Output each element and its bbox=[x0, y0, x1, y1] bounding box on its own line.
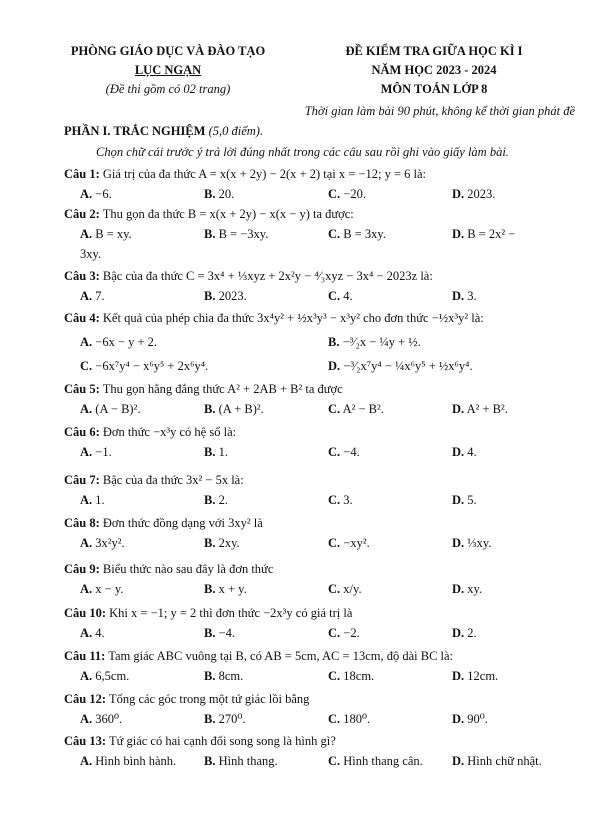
option-letter: D. bbox=[328, 359, 341, 373]
option-letter: A. bbox=[80, 712, 93, 726]
question-label: Câu 9: bbox=[64, 562, 100, 576]
instruction: Chọn chữ cái trước ý trả lời đúng nhất trong các câu sau rồi ghi vào giấy làm bài. bbox=[96, 145, 509, 159]
option-letter: B. bbox=[204, 493, 216, 507]
question-text bbox=[64, 513, 574, 533]
option-text: B = −3xy. bbox=[218, 227, 269, 241]
question-label: Câu 1: bbox=[64, 167, 100, 181]
question-stem: Bậc của đa thức 3x² − 5x là: bbox=[102, 473, 244, 487]
question bbox=[64, 308, 574, 376]
answer-row bbox=[64, 579, 574, 599]
question-list bbox=[64, 164, 574, 771]
answer-option bbox=[80, 184, 204, 204]
question bbox=[64, 559, 574, 599]
question-stem: Thu gọn hằng đẳng thức A² + 2AB + B² ta được bbox=[102, 382, 343, 396]
answer-option bbox=[80, 332, 328, 352]
question bbox=[64, 266, 574, 306]
answer-option bbox=[328, 442, 452, 462]
district-name: LỤC NGẠN bbox=[134, 63, 202, 77]
answer-option bbox=[328, 579, 452, 599]
answer-option bbox=[80, 666, 204, 686]
question-label: Câu 12: bbox=[64, 692, 107, 706]
question-text bbox=[64, 308, 574, 328]
answer-option bbox=[328, 332, 574, 352]
answer-option bbox=[204, 623, 328, 643]
option-text: 6,5cm. bbox=[95, 669, 130, 683]
option-text: 2. bbox=[218, 493, 228, 507]
option-text: −6x⁷y⁴ − x⁶y⁵ + 2x⁶y⁴. bbox=[95, 359, 209, 373]
option-text: 3. bbox=[467, 289, 477, 303]
question-stem: Khi x = −1; y = 2 thì đơn thức −2x³y có giá trị là bbox=[109, 606, 353, 620]
option-letter: B. bbox=[204, 582, 216, 596]
question-label: Câu 3: bbox=[64, 269, 100, 283]
answer-option bbox=[80, 356, 328, 376]
option-text: −1. bbox=[95, 445, 112, 459]
option-letter: B. bbox=[204, 712, 216, 726]
question-label: Câu 13: bbox=[64, 734, 107, 748]
option-letter: A. bbox=[80, 582, 93, 596]
answer-option bbox=[204, 442, 328, 462]
answer-option bbox=[452, 579, 574, 599]
option-letter: D. bbox=[452, 227, 465, 241]
question bbox=[64, 689, 574, 729]
option-letter: D. bbox=[452, 187, 465, 201]
option-text: 20. bbox=[218, 187, 235, 201]
answer-row bbox=[64, 399, 574, 419]
option-text: x − y. bbox=[95, 582, 124, 596]
question bbox=[64, 204, 574, 264]
question bbox=[64, 164, 574, 204]
answer-option bbox=[328, 224, 452, 244]
answer-option bbox=[328, 399, 452, 419]
answer-option bbox=[80, 399, 204, 419]
department-name: PHÒNG GIÁO DỤC VÀ ĐÀO TẠO bbox=[70, 44, 266, 58]
option-text: 18cm. bbox=[343, 669, 375, 683]
option-letter: A. bbox=[80, 335, 93, 349]
question bbox=[64, 731, 574, 771]
answer-option bbox=[452, 533, 574, 553]
option-text: −xy². bbox=[343, 536, 370, 550]
option-text: 1. bbox=[218, 445, 228, 459]
option-text: xy. bbox=[467, 582, 483, 596]
option-letter: C. bbox=[328, 445, 341, 459]
answer-option bbox=[204, 184, 328, 204]
answer-row bbox=[64, 442, 574, 462]
question bbox=[64, 603, 574, 643]
option-text: 2. bbox=[467, 626, 477, 640]
option-text: 270⁰. bbox=[218, 712, 246, 726]
time-note: Thời gian làm bài 90 phút, không kể thời gian phát đề bbox=[304, 104, 575, 118]
option-letter: C. bbox=[328, 754, 341, 768]
question-label: Câu 4: bbox=[64, 311, 100, 325]
answer-option bbox=[204, 751, 328, 771]
question-stem: Thu gọn đa thức B = x(x + 2y) − x(x − y) ta được: bbox=[102, 207, 354, 221]
answer-option bbox=[204, 579, 328, 599]
question-text bbox=[64, 646, 574, 666]
option-letter: D. bbox=[452, 289, 465, 303]
question-text bbox=[64, 470, 574, 490]
option-letter: D. bbox=[452, 712, 465, 726]
answer-option bbox=[328, 751, 452, 771]
option-text: (A + B)². bbox=[218, 402, 264, 416]
option-letter: D. bbox=[452, 536, 465, 550]
option-letter: B. bbox=[204, 669, 216, 683]
option-text: x/y. bbox=[343, 582, 362, 596]
option-text: 3x²y². bbox=[95, 536, 125, 550]
question-label: Câu 2: bbox=[64, 207, 100, 221]
option-letter: C. bbox=[328, 402, 341, 416]
answer-option bbox=[80, 442, 204, 462]
answer-option bbox=[328, 356, 574, 376]
option-letter: D. bbox=[452, 626, 465, 640]
option-text: 4. bbox=[343, 289, 353, 303]
answer-row bbox=[64, 356, 574, 376]
question-label: Câu 8: bbox=[64, 516, 100, 530]
answer-option bbox=[80, 751, 204, 771]
option-text: 2023. bbox=[218, 289, 247, 303]
option-letter: B. bbox=[204, 445, 216, 459]
option-text: Hình thang. bbox=[218, 754, 278, 768]
header-right bbox=[310, 42, 558, 99]
option-letter: C. bbox=[328, 669, 341, 683]
question bbox=[64, 379, 574, 419]
question bbox=[64, 646, 574, 686]
option-letter: A. bbox=[80, 402, 93, 416]
option-text: 1. bbox=[95, 493, 105, 507]
option-letter: B. bbox=[204, 227, 216, 241]
option-text: A² − B². bbox=[342, 402, 384, 416]
answer-option bbox=[328, 709, 452, 729]
part-title: PHẦN I. TRẮC NGHIỆM (5,0 điểm). bbox=[64, 124, 264, 138]
option-text: −20. bbox=[343, 187, 366, 201]
option-letter: C. bbox=[328, 493, 341, 507]
question-stem: Bậc của đa thức C = 3x⁴ + ⅓xyz + 2x²y − ⁴⁄₃xyz − 3x⁴ − 2023z là: bbox=[102, 269, 433, 283]
option-letter: C. bbox=[328, 227, 341, 241]
option-letter: B. bbox=[204, 402, 216, 416]
answer-option bbox=[204, 286, 328, 306]
option-letter: B. bbox=[328, 335, 340, 349]
option-text: −2. bbox=[343, 626, 360, 640]
answer-option bbox=[80, 579, 204, 599]
option-text: 4. bbox=[467, 445, 477, 459]
answer-option bbox=[204, 224, 328, 244]
page-count-note: (Đề thi gồm có 02 trang) bbox=[105, 82, 231, 96]
question-text bbox=[64, 266, 574, 286]
option-text: ⅓xy. bbox=[467, 536, 492, 550]
answer-option bbox=[80, 224, 204, 244]
answer-option bbox=[80, 533, 204, 553]
option-letter: C. bbox=[328, 289, 341, 303]
option-letter: B. bbox=[204, 187, 216, 201]
option-letter: A. bbox=[80, 536, 93, 550]
question-stem: Đơn thức −x³y có hệ số là: bbox=[102, 425, 237, 439]
question-stem: Tứ giác có hai cạnh đối song song là hình gì? bbox=[108, 734, 336, 748]
question-stem: Giá trị của đa thức A = x(x + 2y) − 2(x + 2) tại x = −12; y = 6 là: bbox=[102, 167, 426, 181]
option-text: 180⁰. bbox=[343, 712, 371, 726]
answer-option bbox=[80, 286, 204, 306]
answer-option bbox=[328, 490, 452, 510]
question-stem: Tổng các góc trong một tứ giác lồi bằng bbox=[108, 692, 310, 706]
question-text bbox=[64, 559, 574, 579]
school-year: NĂM HỌC 2023 - 2024 bbox=[371, 63, 497, 77]
option-letter: C. bbox=[328, 626, 341, 640]
option-letter: A. bbox=[80, 626, 93, 640]
question-text bbox=[64, 422, 574, 442]
option-letter: A. bbox=[80, 187, 93, 201]
answer-option bbox=[328, 666, 452, 686]
answer-option bbox=[452, 224, 574, 244]
option-text: B = 3xy. bbox=[343, 227, 386, 241]
option-letter: C. bbox=[80, 359, 93, 373]
question-stem: Tam giác ABC vuông tại B, có AB = 5cm, AC = 13cm, độ dài BC là: bbox=[108, 649, 454, 663]
answer-option bbox=[328, 184, 452, 204]
question bbox=[64, 422, 574, 462]
option-text: 2023. bbox=[467, 187, 496, 201]
option-letter: D. bbox=[452, 402, 465, 416]
option-letter: B. bbox=[204, 289, 216, 303]
answer-option bbox=[452, 666, 574, 686]
option-letter: D. bbox=[452, 582, 465, 596]
question-label: Câu 7: bbox=[64, 473, 100, 487]
option-text: 4. bbox=[95, 626, 105, 640]
question-text bbox=[64, 379, 574, 399]
question-text bbox=[64, 603, 574, 623]
question-stem: Đơn thức đồng dạng với 3xy² là bbox=[102, 516, 263, 530]
answer-option bbox=[328, 286, 452, 306]
option-text: 12cm. bbox=[467, 669, 499, 683]
option-text: −³⁄₂x⁷y⁴ − ¼x⁶y⁵ + ½x⁶y⁴. bbox=[343, 359, 473, 373]
option-letter: C. bbox=[328, 536, 341, 550]
option-text: 5. bbox=[467, 493, 477, 507]
option-text: −6. bbox=[95, 187, 112, 201]
option-text: 90⁰. bbox=[467, 712, 488, 726]
option-text: Hình bình hành. bbox=[95, 754, 177, 768]
question-text bbox=[64, 689, 574, 709]
option-text: 2xy. bbox=[218, 536, 240, 550]
answer-row bbox=[64, 224, 574, 244]
question-text bbox=[64, 731, 574, 751]
option-text: B = 2x² − bbox=[467, 227, 516, 241]
answer-row bbox=[64, 533, 574, 553]
option-text: 360⁰. bbox=[95, 712, 123, 726]
option-text: x + y. bbox=[218, 582, 247, 596]
option-text: −4. bbox=[343, 445, 360, 459]
answer-option bbox=[452, 286, 574, 306]
question-text bbox=[64, 164, 574, 184]
option-text: 8cm. bbox=[218, 669, 244, 683]
question-label: Câu 10: bbox=[64, 606, 107, 620]
option-text: −³⁄₂x − ¼y + ½. bbox=[342, 335, 421, 349]
subject: MÔN TOÁN LỚP 8 bbox=[380, 82, 488, 96]
question bbox=[64, 513, 574, 553]
answer-option bbox=[452, 709, 574, 729]
option-text: (A − B)². bbox=[95, 402, 141, 416]
question-label: Câu 5: bbox=[64, 382, 100, 396]
question-label: Câu 11: bbox=[64, 649, 106, 663]
question bbox=[64, 470, 574, 510]
option-letter: D. bbox=[452, 493, 465, 507]
option-letter: C. bbox=[328, 187, 341, 201]
answer-option bbox=[452, 442, 574, 462]
option-text: −6x − y + 2. bbox=[95, 335, 158, 349]
answer-option bbox=[204, 533, 328, 553]
answer-row bbox=[64, 751, 574, 771]
answer-continuation: 3xy. bbox=[80, 247, 102, 261]
question-stem: Biểu thức nào sau đây là đơn thức bbox=[102, 562, 274, 576]
question-text bbox=[64, 204, 574, 224]
option-letter: B. bbox=[204, 754, 216, 768]
option-text: 3. bbox=[343, 493, 353, 507]
answer-option bbox=[452, 490, 574, 510]
option-text: B = xy. bbox=[95, 227, 132, 241]
answer-row bbox=[64, 286, 574, 306]
option-letter: C. bbox=[328, 712, 341, 726]
answer-option bbox=[80, 623, 204, 643]
option-letter: C. bbox=[328, 582, 341, 596]
answer-row bbox=[64, 709, 574, 729]
answer-option bbox=[452, 751, 574, 771]
answer-option bbox=[204, 666, 328, 686]
option-text: Hình chữ nhật. bbox=[467, 754, 542, 768]
answer-option bbox=[204, 399, 328, 419]
option-letter: D. bbox=[452, 669, 465, 683]
answer-option bbox=[452, 399, 574, 419]
answer-option bbox=[80, 709, 204, 729]
option-text: 7. bbox=[95, 289, 105, 303]
option-letter: A. bbox=[80, 669, 93, 683]
answer-row bbox=[64, 332, 574, 352]
option-letter: A. bbox=[80, 289, 93, 303]
header-left bbox=[48, 42, 288, 99]
option-text: Hình thang cân. bbox=[343, 754, 423, 768]
answer-option bbox=[328, 623, 452, 643]
answer-row bbox=[64, 666, 574, 686]
answer-option bbox=[452, 184, 574, 204]
exam-title: ĐỀ KIỂM TRA GIỮA HỌC KÌ I bbox=[345, 44, 523, 58]
answer-row bbox=[64, 490, 574, 510]
option-letter: B. bbox=[204, 626, 216, 640]
option-letter: D. bbox=[452, 754, 465, 768]
option-letter: D. bbox=[452, 445, 465, 459]
answer-row bbox=[64, 184, 574, 204]
option-letter: A. bbox=[80, 445, 93, 459]
answer-row bbox=[64, 623, 574, 643]
option-text: −4. bbox=[218, 626, 236, 640]
option-text: A² + B². bbox=[466, 402, 508, 416]
option-letter: A. bbox=[80, 754, 93, 768]
answer-option bbox=[452, 623, 574, 643]
answer-option bbox=[80, 490, 204, 510]
answer-option bbox=[204, 709, 328, 729]
option-letter: A. bbox=[80, 227, 93, 241]
option-letter: A. bbox=[80, 493, 93, 507]
answer-option bbox=[328, 533, 452, 553]
answer-option bbox=[204, 490, 328, 510]
option-letter: B. bbox=[204, 536, 216, 550]
question-stem: Kết quả của phép chia đa thức 3x⁴y² + ½x³y³ − x³y² cho đơn thức −½x³y² là: bbox=[102, 311, 484, 325]
question-label: Câu 6: bbox=[64, 425, 100, 439]
